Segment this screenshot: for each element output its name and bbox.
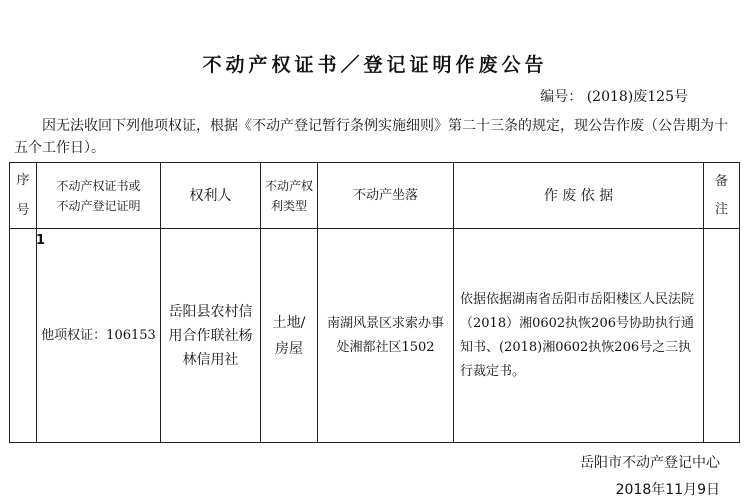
header-location: 不动产坐落	[318, 163, 454, 229]
intro-paragraph: 因无法收回下列他项权证，根据《不动产登记暂行条例实施细则》第二十三条的规定，现公告作废（公告期为十五个工作日）。	[14, 118, 728, 156]
table-row	[10, 229, 740, 443]
announcement-table	[9, 162, 740, 443]
header-type: 不动产权 利类型	[261, 163, 318, 229]
row-cert: 他项权证：106153	[37, 229, 161, 443]
issuing-organization: 岳阳市不动产登记中心	[580, 455, 720, 471]
issue-date: 2018年11月9日	[615, 482, 720, 498]
header-remark: 备注	[704, 163, 740, 229]
header-seq: 序号	[10, 163, 37, 229]
header-basis: 作 废 依 据	[454, 163, 704, 229]
header-cert: 不动产权证书或 不动产登记证明	[37, 163, 161, 229]
header-holder: 权利人	[161, 163, 261, 229]
row-type: 土地/ 房屋	[261, 229, 318, 443]
row-seq: 1	[10, 229, 37, 443]
row-basis: 依据依据湖南省岳阳市岳阳楼区人民法院（2018）湘0602执恢206号协助执行通知书、(2018)湘0602执恢206号之三执行裁定书。	[454, 229, 704, 443]
document-number: 编号： (2018)废125号	[540, 89, 688, 105]
page-title: 不动产权证书／登记证明作废公告	[202, 54, 548, 76]
row-remark	[704, 229, 740, 443]
row-location: 南湖风景区求索办事处湘都社区1502	[318, 229, 454, 443]
table-header-row	[10, 163, 740, 229]
row-holder: 岳阳县农村信用合作联社杨林信用社	[161, 229, 261, 443]
